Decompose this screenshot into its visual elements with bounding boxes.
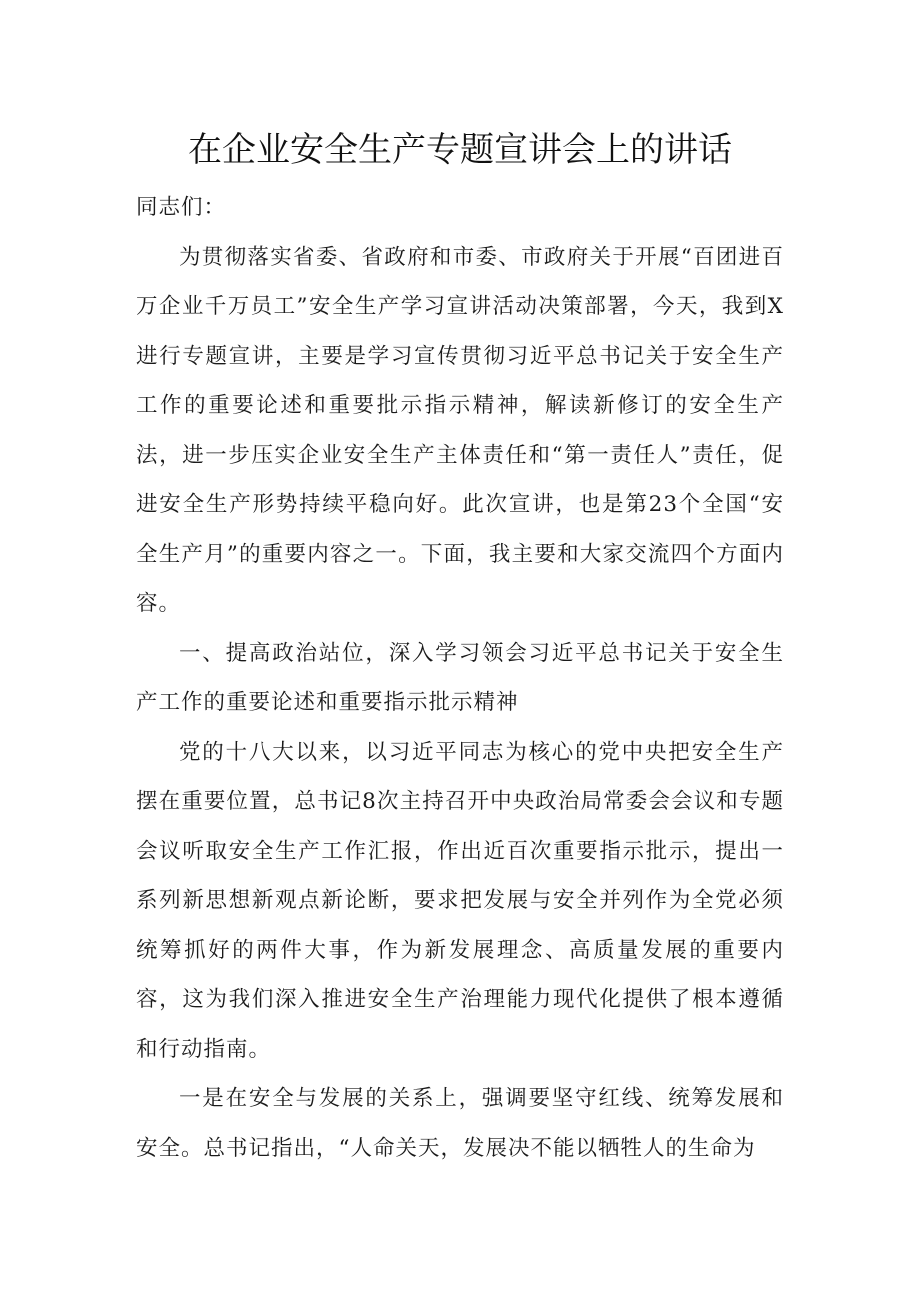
paragraph-section-1: 党的十八大以来，以习近平同志为核心的党中央把安全生产摆在重要位置，总书记8次主持召开中央政治局常委会会议和专题会议听取安全生产工作汇报，作出近百次重要指示批示，提出一系列新思想新观点新论断，要求把发展与安全并列作为全党必须统筹抓好的两件大事，作为新发展理念、高质量发展的重要内容，这为我们深入推进安全生产治理能力现代化提供了根本遵循和行动指南。 bbox=[136, 739, 784, 1062]
paragraph-point-1: 一是在安全与发展的关系上，强调要坚守红线、统筹发展和安全。总书记指出，“人命关天，发展决不能以牺牲人的生命为 bbox=[136, 1086, 784, 1161]
document-title: 在企业安全生产专题宣讲会上的讲话 bbox=[188, 130, 732, 170]
salutation: 同志们： bbox=[136, 195, 227, 220]
document-body bbox=[136, 183, 784, 1173]
section-heading-1: 一、提高政治站位，深入学习领会习近平总书记关于安全生产工作的重要论述和重要指示批示精神 bbox=[136, 640, 784, 715]
paragraph-intro: 为贯彻落实省委、省政府和市委、市政府关于开展“百团进百万企业千万员工”安全生产学习宣讲活动决策部署，今天，我到X进行专题宣讲，主要是学习宣传贯彻习近平总书记关于安全生产工作的重要论述和重要批示指示精神，解读新修订的安全生产法，进一步压实企业安全生产主体责任和“第一责任人”责任，促进安全生产形势持续平稳向好。此次宣讲，也是第23个全国“安全生产月”的重要内容之一。下面，我主要和大家交流四个方面内容。 bbox=[136, 244, 784, 616]
